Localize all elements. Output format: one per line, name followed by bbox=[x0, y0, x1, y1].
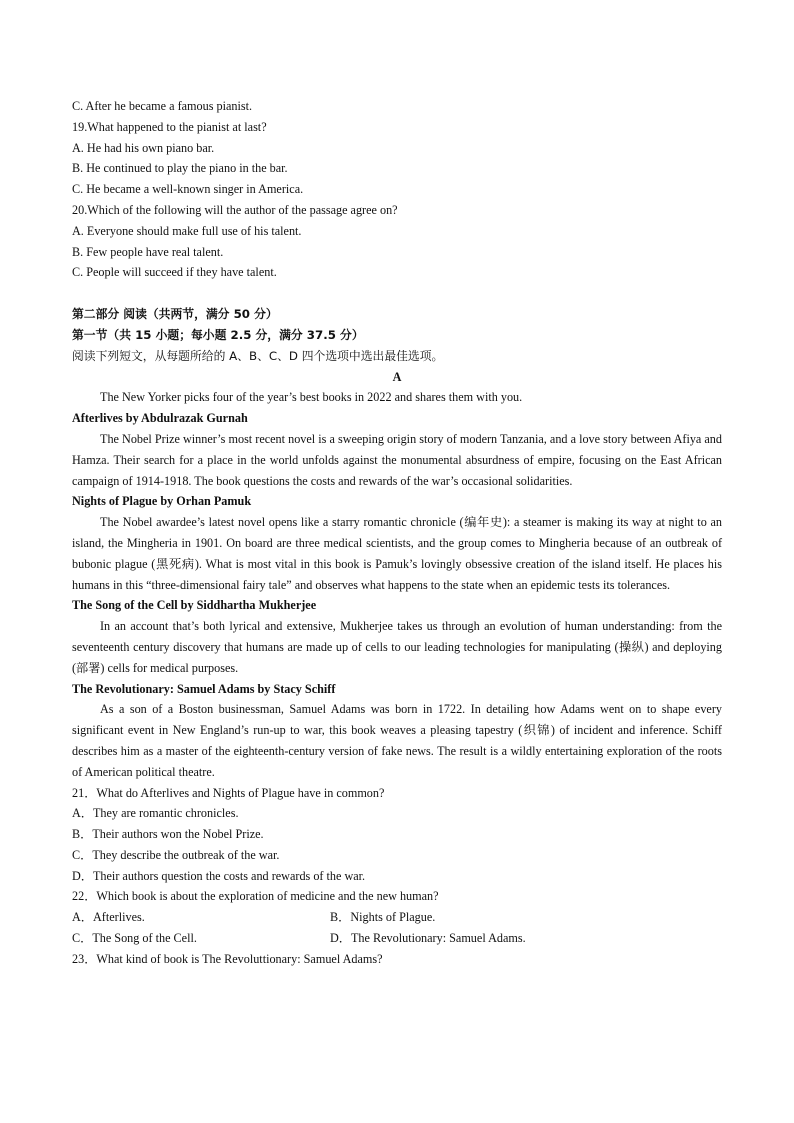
book-text-song-of-the-cell: In an account that’s both lyrical and extensive, Mukherjee takes us through an evolution of human understanding: from the seventeenth century discovery that humans are made up of cells to our leading technologies for manipulating (操纵) and deploying (部署) cells for medical purposes. bbox=[72, 619, 722, 675]
q19-option-a: A. He had his own piano bar. bbox=[72, 140, 215, 155]
q22-option-c: C．The Song of the Cell. bbox=[72, 931, 197, 946]
q22-option-d: D．The Revolutionary: Samuel Adams. bbox=[330, 931, 526, 946]
q18-option-c: C. After he became a famous pianist. bbox=[72, 99, 253, 113]
passage-label: A bbox=[392, 369, 402, 384]
book-title-afterlives: Afterlives by Abdulrazak Gurnah bbox=[72, 411, 248, 426]
q22-options-row-1 bbox=[72, 907, 722, 928]
q22-option-b: B．Nights of Plague. bbox=[330, 910, 436, 925]
q21-stem: 21．What do Afterlives and Nights of Plague have in common? bbox=[72, 785, 385, 800]
book-title-song-of-the-cell: The Song of the Cell by Siddhartha Mukherjee bbox=[72, 598, 317, 613]
q19-option-b: B. He continued to play the piano in the bar. bbox=[72, 161, 288, 176]
instruction: 阅读下列短文，从每题所给的 A、B、C、D 四个选项中选出最佳选项。 bbox=[72, 348, 444, 363]
book-title-nights-of-plague: Nights of Plague by Orhan Pamuk bbox=[72, 494, 252, 509]
q20-option-b: B. Few people have real talent. bbox=[72, 244, 224, 259]
q21-option-c: C．They describe the outbreak of the war. bbox=[72, 847, 280, 862]
q19-option-c: C. He became a well-known singer in America. bbox=[72, 182, 304, 197]
exam-page bbox=[72, 96, 722, 970]
q20-option-a: A. Everyone should make full use of his talent. bbox=[72, 223, 302, 238]
q20-option-c: C. People will succeed if they have talent. bbox=[72, 265, 277, 280]
q21-option-a: A．They are romantic chronicles. bbox=[72, 806, 239, 821]
part-title: 第二部分 阅读（共两节，满分 50 分） bbox=[72, 307, 278, 322]
book-text-afterlives: The Nobel Prize winner’s most recent novel is a sweeping origin story of modern Tanzania, and a love story between Afiya and Hamza. Their search for a place in the world unfolds against the monumental absurdness of empire, focusing on the East African campaign of 1914-1918. The book questions the costs and rewards of the war’s occasional solidarities. bbox=[72, 431, 722, 488]
section-title: 第一节（共 15 小题；每小题 2.5 分，满分 37.5 分） bbox=[72, 327, 364, 342]
q22-options-row-2 bbox=[72, 928, 722, 949]
book-text-nights-of-plague: The Nobel awardee’s latest novel opens like a starry romantic chronicle (编年史): a steamer is making its way at night to an island, the Mingheria in 1901. On board are three medical scientists, and the group comes to Mingheria because of an outbreak of bubonic plague (黑死病). What is most vital in this book is Pamuk’s lovingly obsessive creation of the island itself. He places his humans in this “three-dimensional fairy tale” and observes what happens to the state when an epidemic tests its tolerances. bbox=[72, 515, 722, 592]
book-text-revolutionary: As a son of a Boston businessman, Samuel Adams was born in 1722. In detailing how Adams went on to shape every significant event in New England’s run-up to war, this book weaves a pleasing tapestry (织锦) of incident and inference. Schiff describes him as a master of the eighteenth-century version of fake news. The result is a wildly entertaining exploration of the roots of American political theatre. bbox=[72, 702, 722, 779]
q21-option-b: B．Their authors won the Nobel Prize. bbox=[72, 827, 264, 842]
passage-intro: The New Yorker picks four of the year’s best books in 2022 and shares them with you. bbox=[100, 390, 523, 405]
q23-stem: 23．What kind of book is The Revoluttionary: Samuel Adams? bbox=[72, 951, 383, 966]
q22-option-a: A．Afterlives. bbox=[72, 910, 145, 925]
q19-stem: 19.What happened to the pianist at last? bbox=[72, 119, 267, 134]
q22-stem: 22．Which book is about the exploration of medicine and the new human? bbox=[72, 889, 439, 904]
q20-stem: 20.Which of the following will the author of the passage agree on? bbox=[72, 202, 398, 217]
q21-option-d: D．Their authors question the costs and rewards of the war. bbox=[72, 868, 366, 883]
book-title-revolutionary: The Revolutionary: Samuel Adams by Stacy Schiff bbox=[72, 681, 336, 696]
